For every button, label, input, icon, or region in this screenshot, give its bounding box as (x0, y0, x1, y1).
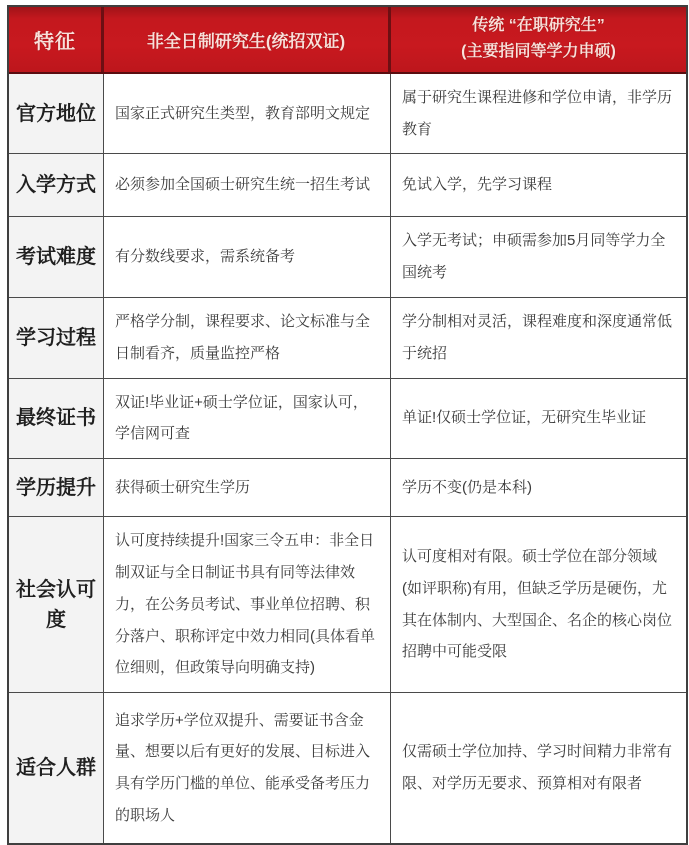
table-row-admission-method (9, 154, 686, 217)
feature-label: 官方地位 (9, 74, 104, 154)
dual-cert-cell: 获得硕士研究生学历 (104, 459, 391, 516)
on-job-cell: 单证!仅硕士学位证，无研究生毕业证 (391, 379, 686, 459)
feature-label: 适合人群 (9, 693, 104, 843)
dual-cert-cell: 有分数线要求，需系统备考 (104, 217, 391, 297)
comparison-table (7, 5, 688, 845)
dual-cert-cell: 国家正式研究生类型，教育部明文规定 (104, 74, 391, 154)
feature-label: 考试难度 (9, 217, 104, 297)
dual-cert-cell: 必须参加全国硕士研究生统一招生考试 (104, 154, 391, 216)
on-job-cell: 认可度相对有限。硕士学位在部分领域(如评职称)有用，但缺乏学历是硬伤，尤其在体制内、大型国企、名企的核心岗位招聘中可能受限 (391, 517, 686, 692)
dual-cert-cell: 追求学历+学位双提升、需要证书含金量、想要以后有更好的发展、目标进入具有学历门槛的单位、能承受备考压力的职场人 (104, 693, 391, 843)
comparison-table-page (7, 5, 684, 845)
dual-cert-cell: 严格学分制，课程要求、论文标准与全日制看齐，质量监控严格 (104, 298, 391, 378)
on-job-cell: 入学无考试；申硕需参加5月同等学力全国统考 (391, 217, 686, 297)
on-job-cell: 学分制相对灵活，课程难度和深度通常低于统招 (391, 298, 686, 378)
on-job-cell: 属于研究生课程进修和学位申请，非学历教育 (391, 74, 686, 154)
header-dual-cert: 非全日制研究生(统招双证) (104, 7, 391, 72)
table-row-social-recognition (9, 517, 686, 693)
on-job-cell: 学历不变(仍是本科) (391, 459, 686, 516)
feature-label: 社会认可度 (9, 517, 104, 692)
feature-label: 学历提升 (9, 459, 104, 516)
table-row-official-status (9, 74, 686, 155)
header-feature: 特征 (9, 7, 104, 72)
dual-cert-cell: 双证!毕业证+硕士学位证，国家认可，学信网可查 (104, 379, 391, 459)
table-row-suitable-people (9, 693, 686, 843)
on-job-cell: 仅需硕士学位加持、学习时间精力非常有限、对学历无要求、预算相对有限者 (391, 693, 686, 843)
table-row-exam-difficulty (9, 217, 686, 298)
feature-label: 最终证书 (9, 379, 104, 459)
header-on-job-line2: (主要指同等学力申硕) (461, 43, 616, 61)
header-on-job-line1: 传统 “在职研究生” (472, 17, 605, 34)
table-row-study-process (9, 298, 686, 379)
dual-cert-cell: 认可度持续提升!国家三令五申：非全日制双证与全日制证书具有同等法律效力，在公务员考试、事业单位招聘、积分落户、职称评定中效力相同(具体看单位细则，但政策导向明确支持) (104, 517, 391, 692)
on-job-cell: 免试入学，先学习课程 (391, 154, 686, 216)
table-row-final-certificate (9, 379, 686, 460)
header-on-job (391, 7, 686, 72)
table-row-degree-upgrade (9, 459, 686, 517)
feature-label: 入学方式 (9, 154, 104, 216)
table-header-row (9, 7, 686, 74)
feature-label: 学习过程 (9, 298, 104, 378)
